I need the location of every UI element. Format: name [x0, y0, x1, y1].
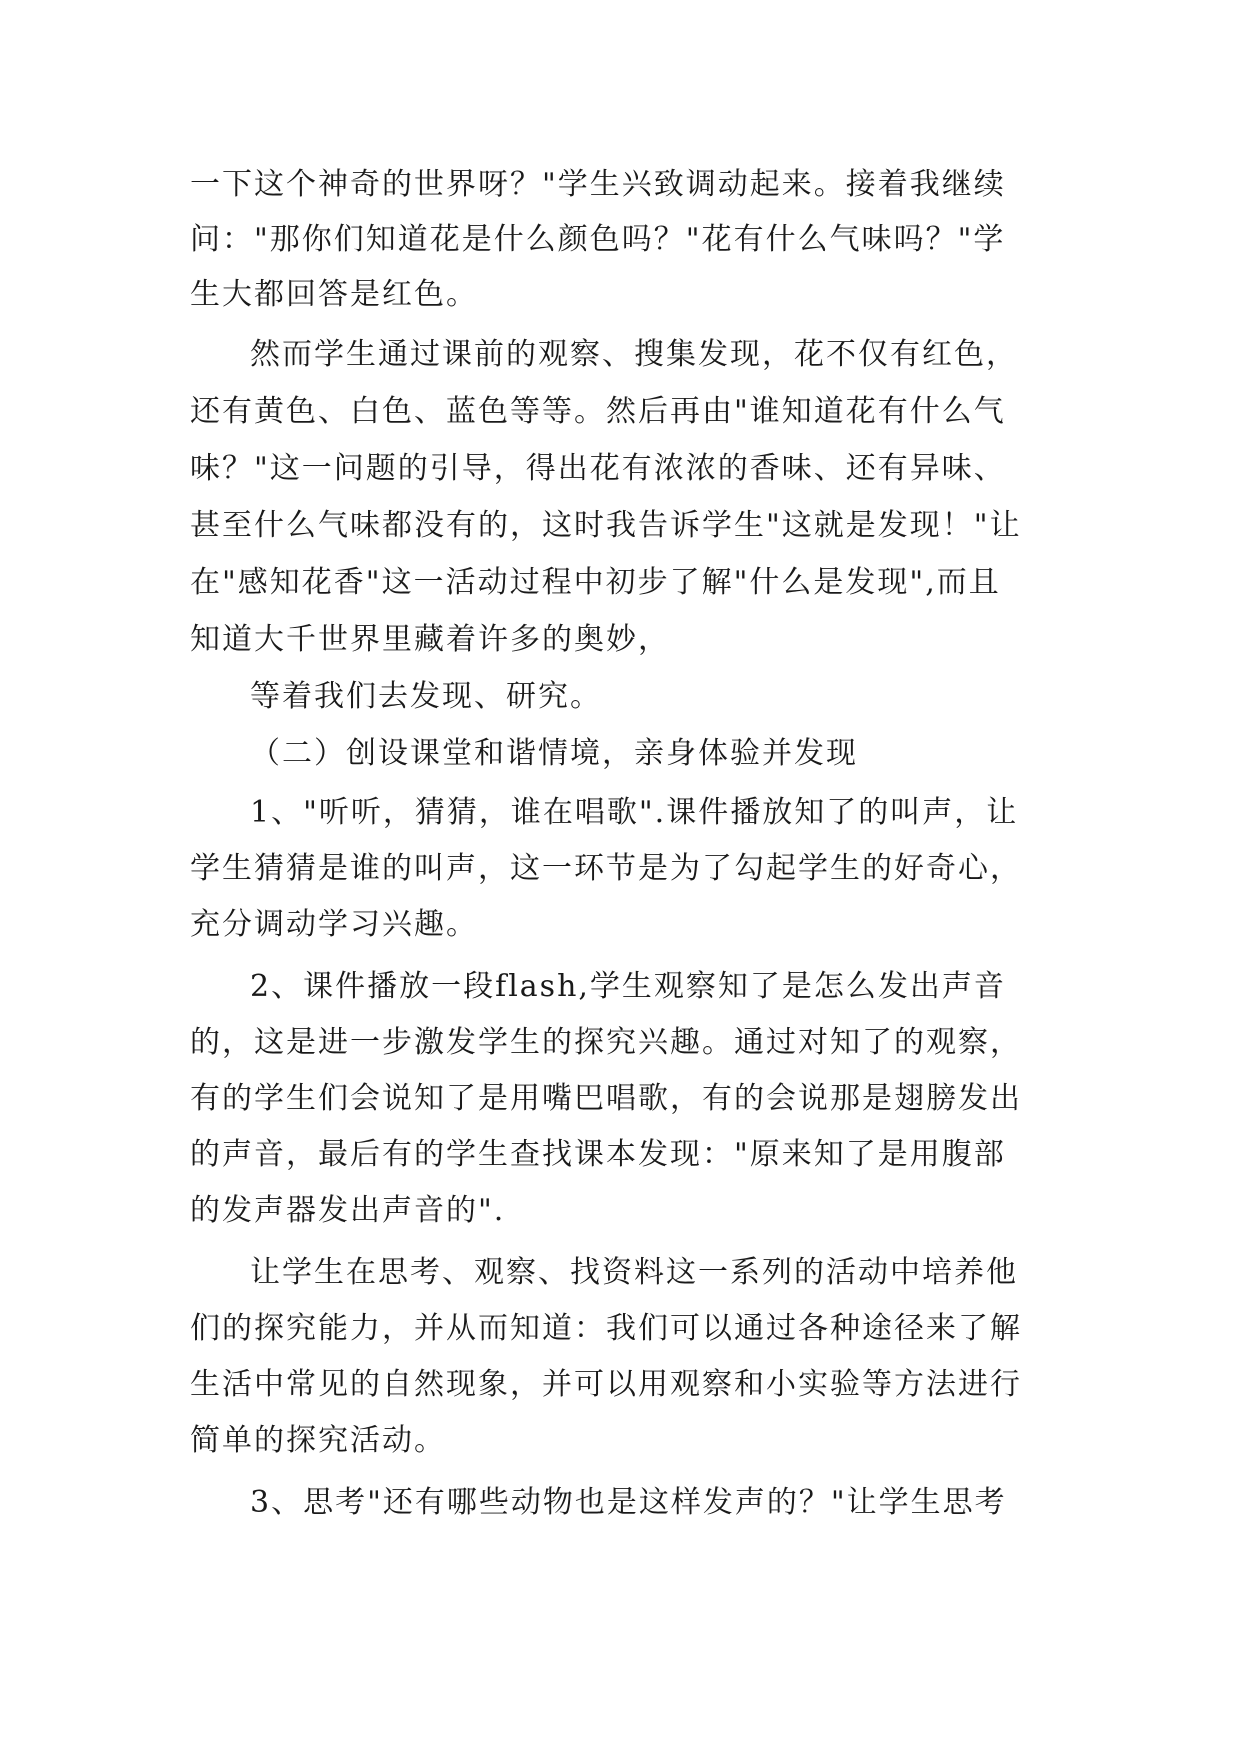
text-line: 生活中常见的自然现象，并可以用观察和小实验等方法进行	[190, 1367, 1022, 1402]
paragraph-start-line: 2、课件播放一段flash,学生观察知了是怎么发出声音	[250, 969, 1006, 1004]
paragraph-start-line: 1、"听听，猜猜，谁在唱歌".课件播放知了的叫声，让	[250, 795, 1019, 830]
text-line: 味？"这一问题的引导，得出花有浓浓的香味、还有异味、	[190, 451, 1006, 486]
text-line: 一下这个神奇的世界呀？"学生兴致调动起来。接着我继续	[190, 167, 1006, 202]
text-line: 的声音，最后有的学生查找课本发现："原来知了是用腹部	[190, 1137, 1006, 1172]
text-line: 简单的探究活动。	[190, 1423, 446, 1458]
text-line: 们的探究能力，并从而知道：我们可以通过各种途径来了解	[190, 1311, 1022, 1346]
text-line: 的发声器发出声音的".	[190, 1193, 506, 1228]
section-heading: （二）创设课堂和谐情境，亲身体验并发现	[250, 736, 858, 771]
text-line: 充分调动学习兴趣。	[190, 907, 478, 942]
text-line: 在"感知花香"这一活动过程中初步了解"什么是发现",而且	[190, 565, 1001, 600]
text-line: 还有黄色、白色、蓝色等等。然后再由"谁知道花有什么气	[190, 394, 1006, 429]
paragraph-start-line: 然而学生通过课前的观察、搜集发现，花不仅有红色，	[250, 337, 1018, 372]
text-line: 生大都回答是红色。	[190, 277, 478, 312]
text-line: 问："那你们知道花是什么颜色吗？"花有什么气味吗？"学	[190, 222, 1006, 257]
text-line: 的，这是进一步激发学生的探究兴趣。通过对知了的观察，	[190, 1025, 1022, 1060]
paragraph-start-line: 等着我们去发现、研究。	[250, 679, 602, 714]
paragraph-start-line: 3、思考"还有哪些动物也是这样发声的？"让学生思考	[250, 1485, 1007, 1520]
text-line: 甚至什么气味都没有的，这时我告诉学生"这就是发现！"让	[190, 508, 1022, 543]
paragraph-start-line: 让学生在思考、观察、找资料这一系列的活动中培养他	[250, 1255, 1018, 1290]
text-line: 有的学生们会说知了是用嘴巴唱歌，有的会说那是翅膀发出	[190, 1081, 1022, 1116]
text-line: 学生猜猜是谁的叫声，这一环节是为了勾起学生的好奇心，	[190, 851, 1022, 886]
text-line: 知道大千世界里藏着许多的奥妙，	[190, 622, 670, 657]
